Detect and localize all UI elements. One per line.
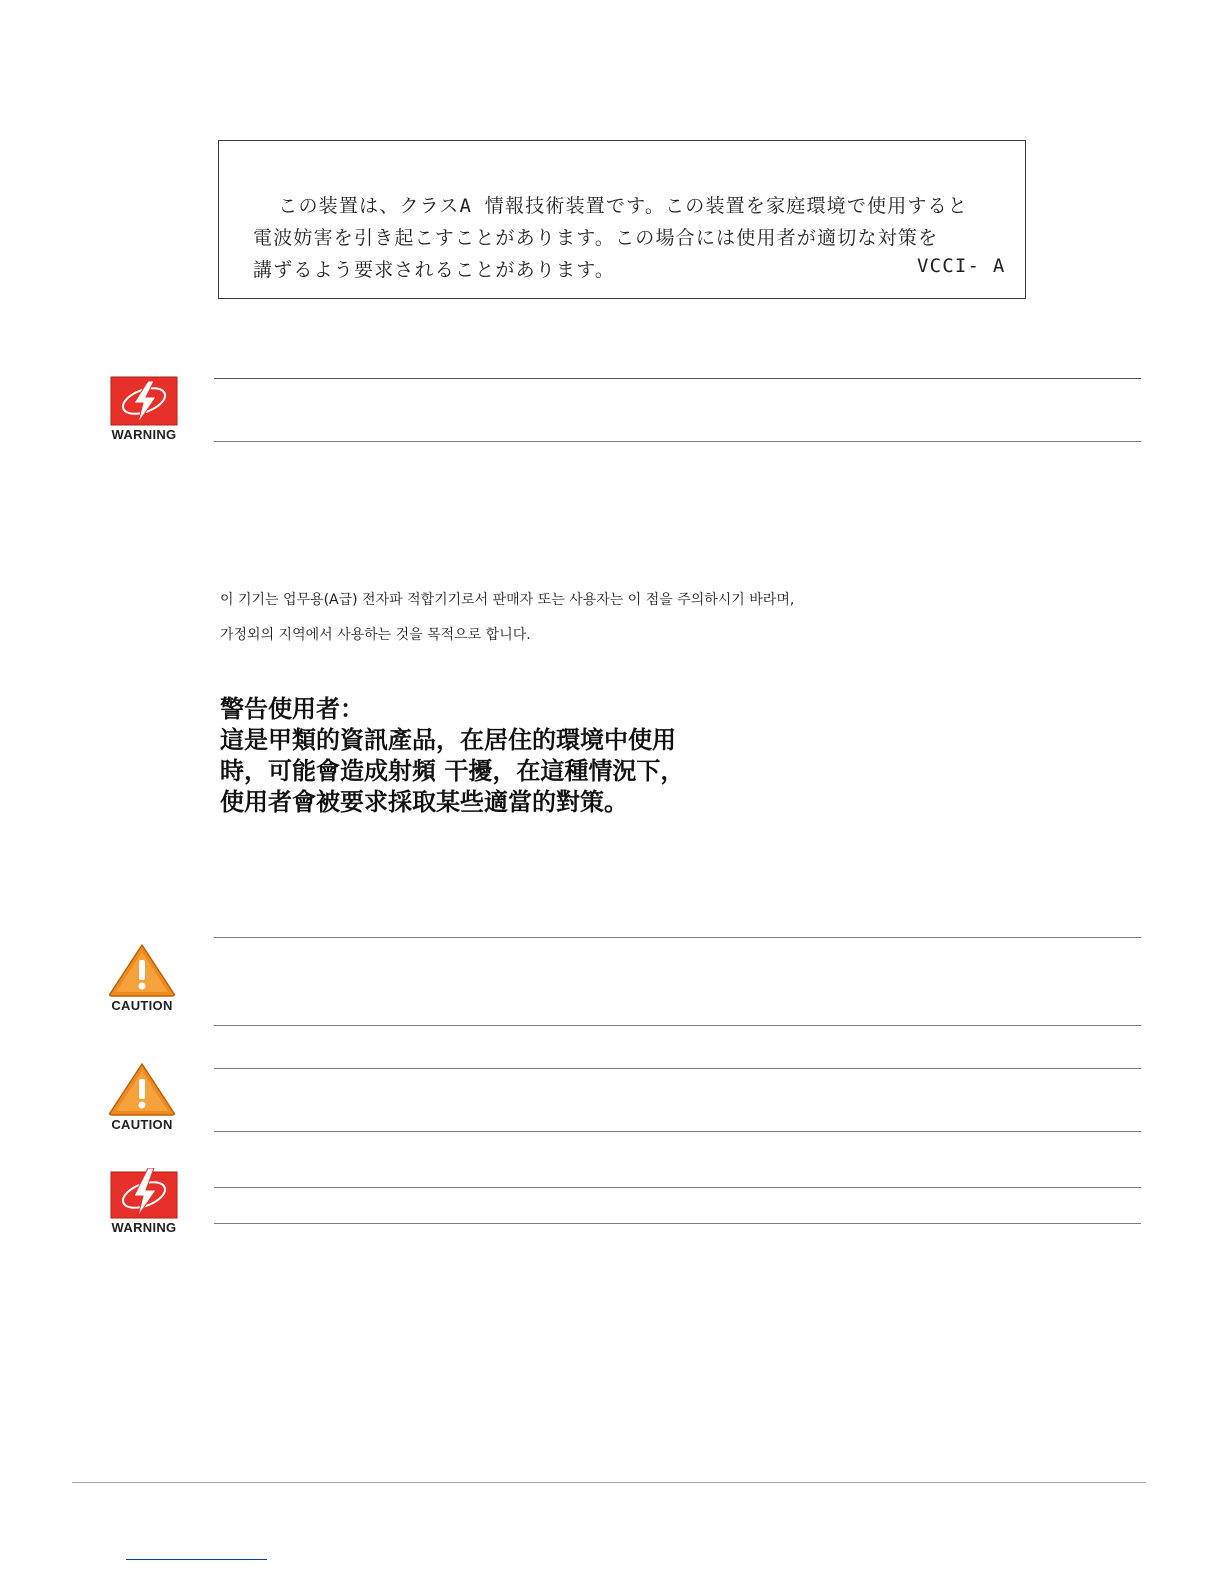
caution-icon bbox=[106, 1061, 178, 1133]
caution-label: CAUTION bbox=[111, 1117, 173, 1132]
divider bbox=[214, 1187, 1141, 1188]
chinese-notice-line-1: 警告使用者： bbox=[220, 695, 364, 723]
warning-icon bbox=[108, 375, 180, 445]
vcci-line-3: 講ずるよう要求されることがあります。 bbox=[253, 259, 616, 281]
vcci-tag: VCCI- A bbox=[917, 255, 1006, 277]
korean-notice-line-2: 가정외의 지역에서 사용하는 것을 목적으로 합니다. bbox=[220, 627, 531, 643]
vcci-line-2: 電波妨害を引き起こすことがあります。この場合には使用者が適切な対策を bbox=[253, 227, 939, 249]
warning-label: WARNING bbox=[111, 1220, 177, 1235]
chinese-notice-line-2: 這是甲類的資訊產品，在居住的環境中使用 bbox=[220, 726, 676, 754]
divider bbox=[214, 378, 1141, 379]
chinese-notice-line-3: 時，可能會造成射頻 干擾，在這種情況下， bbox=[220, 757, 685, 785]
caution-label: CAUTION bbox=[111, 998, 173, 1013]
divider bbox=[214, 441, 1141, 442]
divider bbox=[214, 1068, 1141, 1069]
divider bbox=[214, 1223, 1141, 1224]
warning-icon bbox=[108, 1168, 180, 1238]
divider bbox=[214, 1131, 1141, 1132]
footer-link-underline[interactable] bbox=[126, 1559, 267, 1560]
divider bbox=[214, 1025, 1141, 1026]
vcci-line-1: この装置は、クラスA 情報技術装置です。この装置を家庭環境で使用すると bbox=[253, 195, 969, 217]
caution-icon bbox=[106, 942, 178, 1014]
divider bbox=[214, 937, 1141, 938]
warning-label: WARNING bbox=[111, 427, 177, 442]
chinese-notice-line-4: 使用者會被要求採取某些適當的對策。 bbox=[220, 788, 628, 816]
footer-divider bbox=[72, 1482, 1146, 1483]
korean-notice-line-1: 이 기기는 업무용(A급) 전자파 적합기기로서 판매자 또는 사용자는 이 점을 주의하시기 바라며, bbox=[220, 592, 795, 608]
vcci-notice-box bbox=[218, 140, 1026, 299]
